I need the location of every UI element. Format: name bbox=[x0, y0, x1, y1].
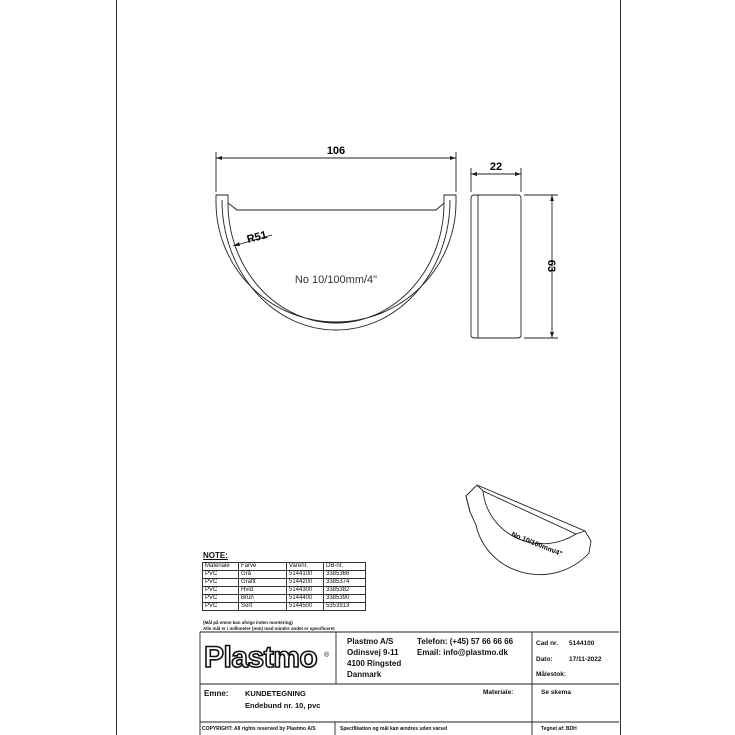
registered-mark: ® bbox=[324, 652, 330, 659]
material-table bbox=[202, 562, 366, 611]
plastmo-logo: Plastmo bbox=[204, 641, 318, 674]
table-row: PVC Grå 5144100 3385366 bbox=[203, 571, 366, 579]
note-title: NOTE: bbox=[203, 551, 228, 560]
table-row: PVC Grafit 5144200 3385374 bbox=[203, 579, 366, 587]
footnote-units: Alle mål er i millimeter (mm) med mindre andet er specificeret bbox=[203, 626, 335, 631]
front-view-outer bbox=[216, 195, 456, 323]
radius-label: R51 bbox=[245, 229, 269, 246]
date-label: Dato: bbox=[536, 656, 553, 663]
part-label: No 10/100mm/4" bbox=[294, 274, 378, 286]
material-label: Materiale: bbox=[483, 689, 514, 696]
iso-part-label: No 10/100mm/4" bbox=[510, 531, 564, 559]
company-country: Danmark bbox=[347, 670, 382, 679]
side-view-body bbox=[471, 195, 521, 338]
subject-label: Emne: bbox=[204, 689, 229, 698]
front-view-inner bbox=[222, 200, 450, 330]
company-name: Plastmo A/S bbox=[347, 637, 394, 646]
company-email: Email: info@plastmo.dk bbox=[417, 648, 508, 657]
material-value: Se skema bbox=[541, 689, 571, 696]
subject-description: Endebund nr. 10, pvc bbox=[245, 701, 321, 710]
dim-depth-label: 22 bbox=[489, 161, 503, 173]
copyright: COPYRIGHT: All rights reserved by Plastmo A/S bbox=[202, 726, 316, 732]
table-row: PVC Hvid 5144300 3385382 bbox=[203, 587, 366, 595]
cad-value: 5144100 bbox=[569, 640, 595, 647]
company-street: Odinsvej 9-11 bbox=[347, 648, 399, 657]
company-phone: Telefon: (+45) 57 66 66 66 bbox=[417, 637, 514, 646]
subject-value: KUNDETEGNING bbox=[245, 689, 306, 698]
spec-note: Specifikation og mål kan ændres uden varsel bbox=[340, 726, 448, 732]
drawn-by: Tegnet af: BDH bbox=[541, 726, 577, 732]
dim-height-label: 63 bbox=[545, 259, 557, 273]
footnote-tolerance: (Mål på emne kan afvige inden montering) bbox=[203, 620, 293, 625]
date-value: 17/11-2022 bbox=[569, 656, 602, 663]
material-table-header: Materiale Farve Varenr. DB-nr. bbox=[203, 563, 366, 571]
front-view-lip bbox=[228, 203, 444, 210]
table-row: PVC Sort 5144500 5353913 bbox=[203, 603, 366, 611]
scale-label: Målestok: bbox=[536, 671, 566, 678]
table-row: PVC Brun 5144400 3385390 bbox=[203, 595, 366, 603]
dim-width-label: 106 bbox=[326, 145, 346, 157]
iso-view-body bbox=[466, 485, 591, 575]
cad-label: Cad nr. bbox=[536, 640, 559, 647]
company-city: 4100 Ringsted bbox=[347, 659, 402, 668]
